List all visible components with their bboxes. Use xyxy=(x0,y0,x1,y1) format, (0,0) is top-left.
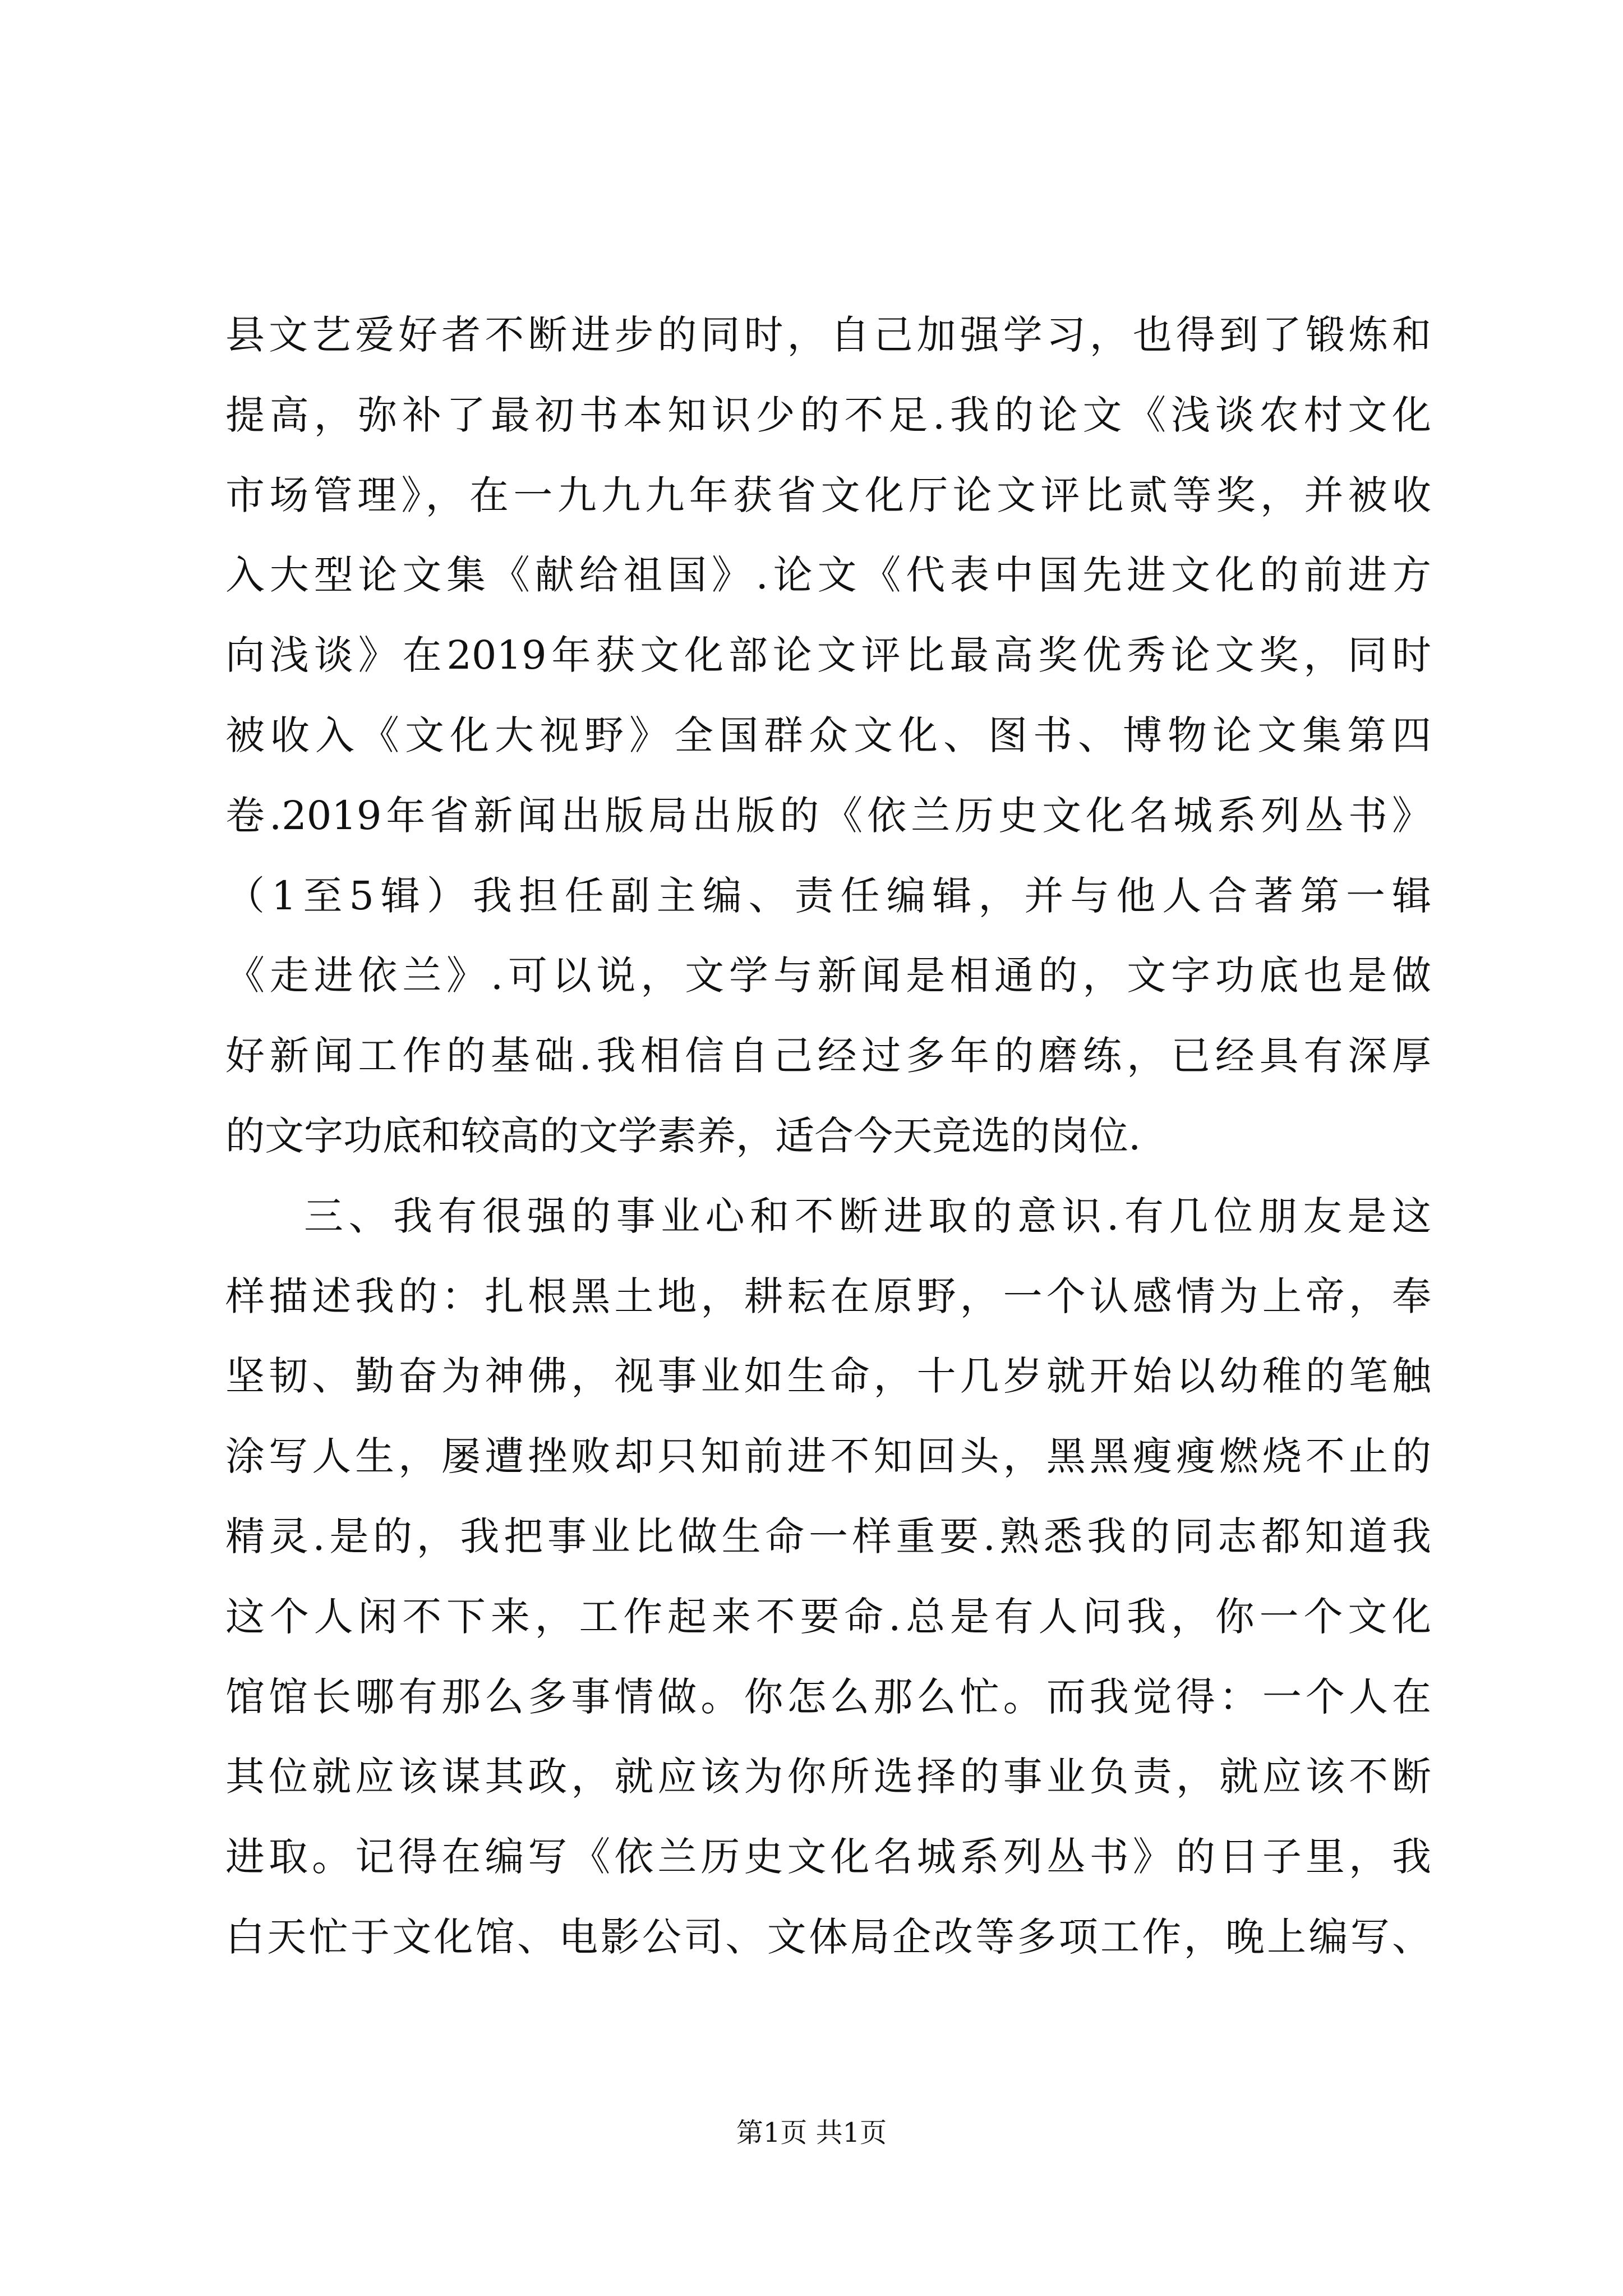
page-footer: 第1页 共1页 xyxy=(736,2117,887,2148)
text-line: 样描述我的：扎根黑土地，耕耘在原野，一个认感情为上帝，奉 xyxy=(225,1273,1431,1319)
text-line: 县文艺爱好者不断进步的同时，自己加强学习，也得到了锻炼和 xyxy=(225,312,1431,358)
text-line: 其位就应该谋其政，就应该为你所选择的事业负责，就应该不断 xyxy=(225,1754,1431,1800)
text-line: 进取。记得在编写《依兰历史文化名城系列丛书》的日子里，我 xyxy=(225,1834,1431,1880)
text-line: 涂写人生，屡遭挫败却只知前进不知回头，黑黑瘦瘦燃烧不止的 xyxy=(225,1433,1431,1480)
text-line: 三、我有很强的事业心和不断进取的意识.有几位朋友是这 xyxy=(304,1193,1431,1239)
text-line: 这个人闲不下来，工作起来不要命.总是有人问我，你一个文化 xyxy=(225,1593,1431,1640)
text-line: （1至5辑）我担任副主编、责任编辑，并与他人合著第一辑 xyxy=(225,872,1431,919)
text-line: 卷.2019年省新闻出版局出版的《依兰历史文化名城系列丛书》 xyxy=(225,792,1431,839)
text-line: 《走进依兰》.可以说，文学与新闻是相通的，文字功底也是做 xyxy=(225,953,1431,999)
text-line: 向浅谈》在2019年获文化部论文评比最高奖优秀论文奖，同时 xyxy=(225,632,1431,679)
text-line: 精灵.是的，我把事业比做生命一样重要.熟悉我的同志都知道我 xyxy=(225,1513,1431,1559)
text-line: 坚韧、勤奋为神佛，视事业如生命，十几岁就开始以幼稚的笔触 xyxy=(225,1353,1431,1400)
text-line: 白天忙于文化馆、电影公司、文体局企改等多项工作，晚上编写、 xyxy=(225,1913,1431,1960)
text-line: 被收入《文化大视野》全国群众文化、图书、博物论文集第四 xyxy=(225,712,1431,758)
text-line: 市场管理》，在一九九九年获省文化厅论文评比贰等奖，并被收 xyxy=(225,472,1431,518)
text-line: 好新闻工作的基础.我相信自己经过多年的磨练，已经具有深厚 xyxy=(225,1033,1431,1079)
text-line: 馆馆长哪有那么多事情做。你怎么那么忙。而我觉得：一个人在 xyxy=(225,1673,1431,1720)
text-line: 提高，弥补了最初书本知识少的不足.我的论文《浅谈农村文化 xyxy=(225,392,1431,438)
text-line: 的文字功底和较高的文学素养，适合今天竞选的岗位. xyxy=(225,1112,1141,1159)
text-line: 入大型论文集《献给祖国》.论文《代表中国先进文化的前进方 xyxy=(225,552,1431,599)
document-body xyxy=(225,295,1431,1977)
